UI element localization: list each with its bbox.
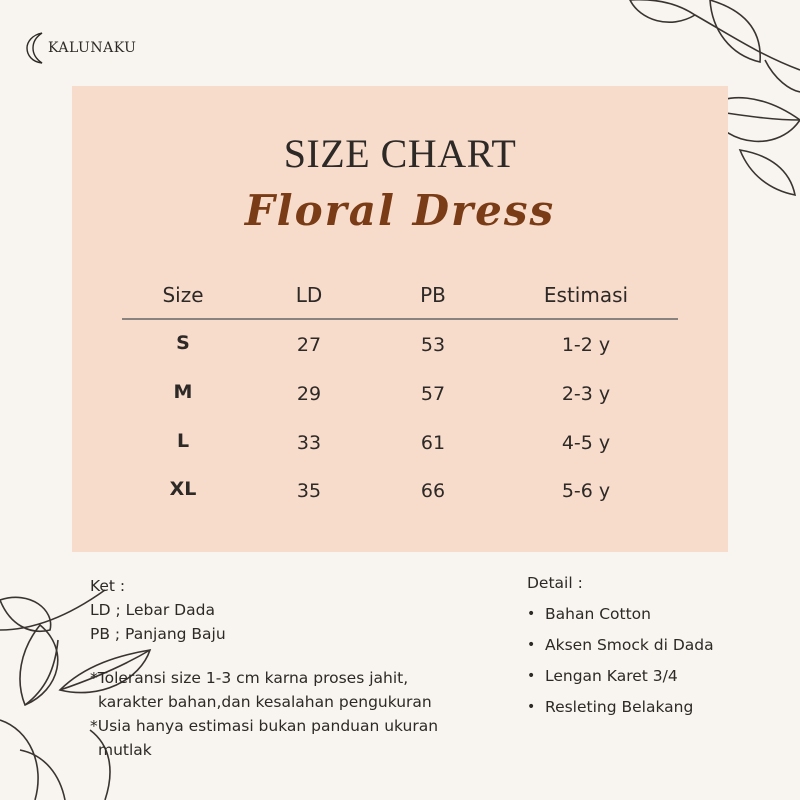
notes-section	[90, 574, 438, 762]
table-cell-estimasi: 1-2 y	[561, 334, 611, 356]
brand-logo	[24, 30, 136, 66]
column-header-pb: PB	[420, 283, 446, 307]
column-header-estimasi: Estimasi	[543, 283, 629, 307]
notes-spacer	[90, 646, 438, 666]
bullet-icon: •	[527, 636, 536, 653]
table-cell-ld: 33	[296, 432, 322, 454]
column-header-ld: LD	[295, 283, 323, 307]
detail-item	[527, 629, 714, 660]
column-header-size: Size	[162, 283, 204, 307]
detail-item	[527, 691, 714, 722]
detail-heading: Detail :	[527, 574, 583, 592]
table-cell-estimasi: 5-6 y	[561, 480, 611, 502]
product-name: Floral Dress	[244, 186, 556, 235]
crescent-moon-icon	[24, 30, 46, 66]
table-cell-estimasi: 4-5 y	[561, 432, 611, 454]
detail-section	[527, 574, 714, 722]
table-cell-pb: 53	[420, 334, 446, 356]
tolerance-note-line-2: karakter bahan,dan kesalahan pengukuran	[98, 693, 432, 711]
age-note-line-2: mutlak	[98, 741, 152, 759]
detail-list	[527, 598, 714, 722]
detail-item	[527, 598, 714, 629]
detail-item-text: Resleting Belakang	[545, 697, 694, 716]
notes-heading: Ket :	[90, 577, 126, 595]
detail-item-text: Bahan Cotton	[545, 604, 651, 623]
age-note-line-1: *Usia hanya estimasi bukan panduan ukuran	[90, 717, 439, 735]
size-chart-panel	[72, 86, 728, 552]
note-pb-definition: PB ; Panjang Baju	[90, 625, 226, 643]
brand-name: KALUNAKU	[48, 40, 137, 56]
bullet-icon: •	[527, 605, 536, 622]
table-cell-ld: 35	[296, 480, 322, 502]
detail-item-text: Lengan Karet 3/4	[545, 666, 678, 685]
table-cell-size: M	[173, 381, 193, 403]
detail-item-text: Aksen Smock di Dada	[545, 635, 714, 654]
bullet-icon: •	[527, 667, 536, 684]
table-cell-size: XL	[169, 478, 197, 500]
tolerance-note-line-1: *Toleransi size 1-3 cm karna proses jahit,	[90, 669, 409, 687]
chart-title: SIZE CHART	[283, 131, 517, 176]
bullet-icon: •	[527, 698, 536, 715]
table-cell-size: S	[176, 332, 190, 354]
table-cell-pb: 57	[420, 383, 446, 405]
table-cell-size: L	[176, 430, 190, 452]
detail-item	[527, 660, 714, 691]
table-cell-ld: 29	[296, 383, 322, 405]
table-cell-estimasi: 2-3 y	[561, 383, 611, 405]
table-divider	[122, 318, 678, 320]
table-cell-pb: 61	[420, 432, 446, 454]
table-cell-pb: 66	[420, 480, 446, 502]
note-ld-definition: LD ; Lebar Dada	[90, 601, 215, 619]
table-cell-ld: 27	[296, 334, 322, 356]
